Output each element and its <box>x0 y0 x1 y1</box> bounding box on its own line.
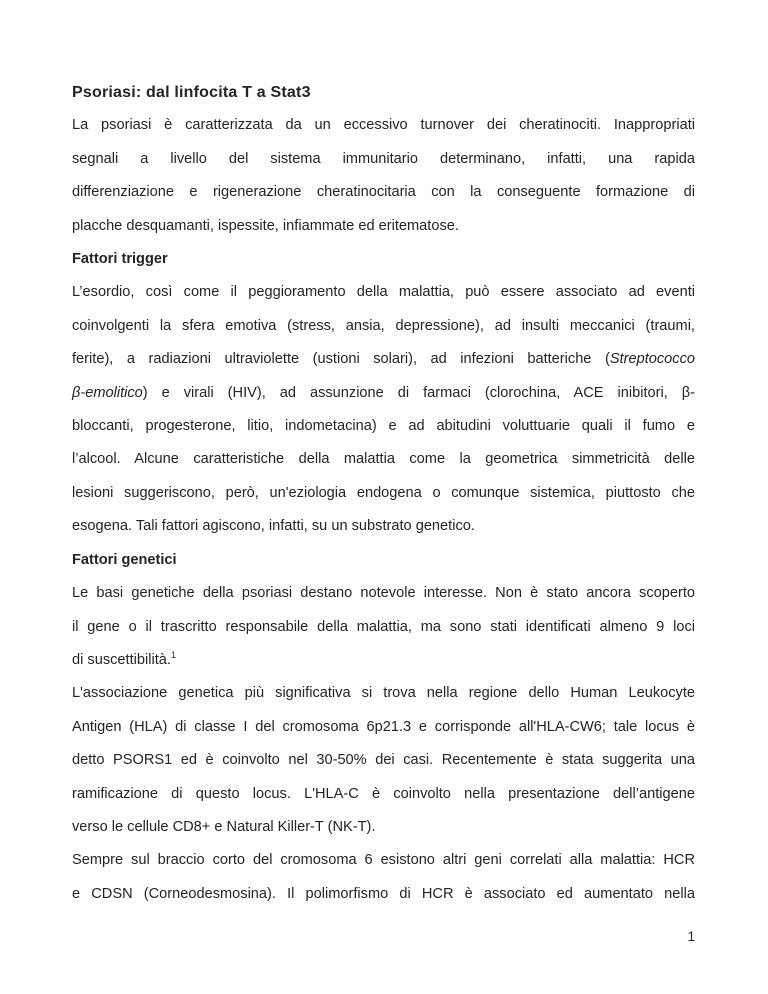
text-segment: di suscettibilità. <box>72 651 171 668</box>
text-line: esogena. Tali fattori agiscono, infatti, su un substrato genetico. <box>72 518 475 535</box>
paragraph-fattori-trigger <box>72 276 695 543</box>
italic-text-segment: Streptococco <box>609 351 695 368</box>
text-line <box>72 343 695 376</box>
section-heading-fattori-genetici: Fattori genetici <box>72 551 177 568</box>
page-number: 1 <box>687 929 695 944</box>
text-line: La psoriasi è caratterizzata da un eccessivo turnover dei cheratinociti. Inappropriati <box>72 117 695 134</box>
paragraph-fattori-genetici <box>72 577 695 677</box>
text-line: ramificazione di questo locus. L'HLA-C è coinvolto nella presentazione dell’antigene <box>72 785 695 802</box>
section-heading-fattori-trigger: Fattori trigger <box>72 251 168 268</box>
text-line: L'associazione genetica più significativa si trova nella regione dello Human Leukocyte <box>72 685 695 702</box>
text-line: segnali a livello del sistema immunitario determinano, infatti, una rapida <box>72 150 695 167</box>
text-line: Sempre sul braccio corto del cromosoma 6 esistono altri geni correlati alla malattia: HCR <box>72 852 695 869</box>
footnote-reference: 1 <box>170 650 176 661</box>
text-line: e CDSN (Corneodesmosina). Il polimorfismo di HCR è associato ed aumentato nella <box>72 885 695 902</box>
text-line: verso le cellule CD8+ e Natural Killer-T (NK-T). <box>72 818 376 835</box>
paragraph-hla <box>72 677 695 844</box>
text-line <box>72 377 695 410</box>
text-line: Le basi genetiche della psoriasi destano notevole interesse. Non è stato ancora scoperto <box>72 585 695 602</box>
text-line: Antigen (HLA) di classe I del cromosoma 6p21.3 e corrisponde all'HLA-CW6; tale locus è <box>72 718 695 735</box>
text-segment: ferite), a radiazioni ultraviolette (ustioni solari), ad infezioni batteriche ( <box>72 351 610 368</box>
text-line: detto PSORS1 ed è coinvolto nel 30-50% dei casi. Recentemente è stata suggerita una <box>72 752 695 769</box>
paragraph-cromosoma6 <box>72 844 695 911</box>
text-line: differenziazione e rigenerazione cheratinocitaria con la conseguente formazione di <box>72 184 695 201</box>
text-line: L’esordio, così come il peggioramento della malattia, può essere associato ad eventi <box>72 284 695 301</box>
text-line: l’alcool. Alcune caratteristiche della malattia come la geometrica simmetricità delle <box>72 451 695 468</box>
text-line: placche desquamanti, ispessite, infiammate ed eritematose. <box>72 217 459 234</box>
italic-text-segment: β-emolitico <box>72 384 143 401</box>
text-line: lesioni suggeriscono, però, un'eziologia endogena o comunque sistemica, piuttosto che <box>72 484 695 501</box>
text-line: coinvolgenti la sfera emotiva (stress, ansia, depressione), ad insulti meccanici (traumi, <box>72 317 695 334</box>
text-line: bloccanti, progesterone, litio, indometacina) e ad abitudini voluttuarie quali il fumo e <box>72 418 695 435</box>
paragraph-intro <box>72 109 695 243</box>
text-line: il gene o il trascritto responsabile della malattia, ma sono stati identificati almeno 9 loci <box>72 618 695 635</box>
document-title: Psoriasi: dal linfocita T a Stat3 <box>72 84 311 101</box>
text-line <box>72 644 695 677</box>
text-segment: ) e virali (HIV), ad assunzione di farmaci (clorochina, ACE inibitori, β- <box>142 384 695 401</box>
